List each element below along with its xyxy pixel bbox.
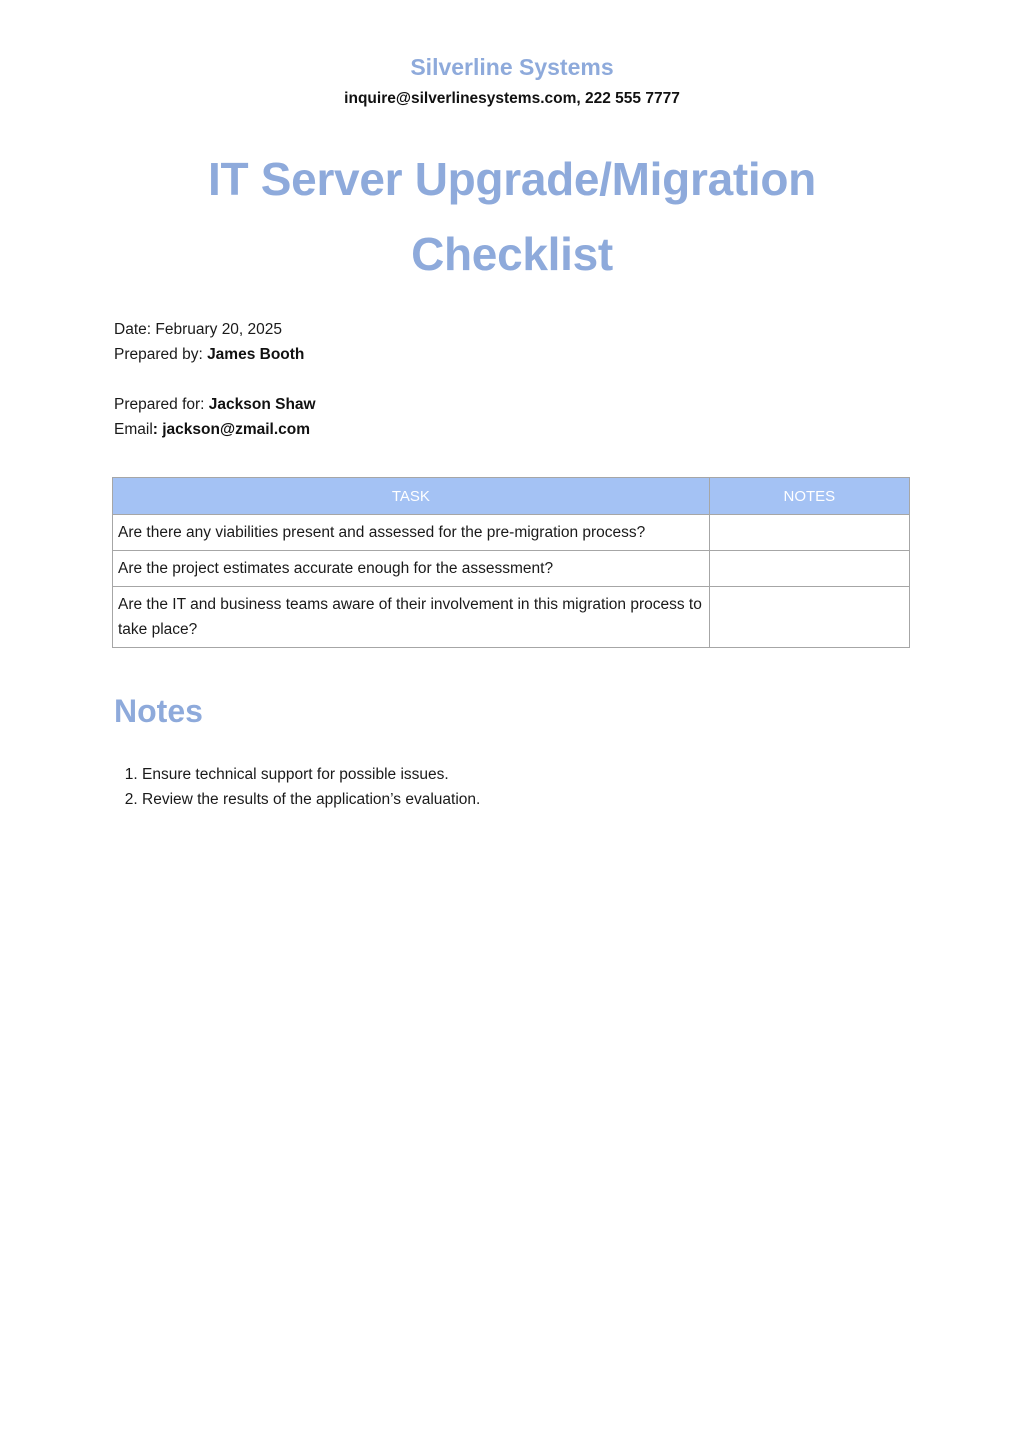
document-title: IT Server Upgrade/Migration Checklist <box>208 153 816 280</box>
company-name: Silverline Systems <box>410 54 614 80</box>
date-label: Date: <box>114 321 156 338</box>
company-contact: inquire@silverlinesystems.com, 222 555 7777 <box>344 90 680 107</box>
table-row <box>113 587 910 648</box>
column-header-notes: NOTES <box>709 478 909 515</box>
table-header-row <box>113 478 910 515</box>
notes-heading: Notes <box>114 693 203 729</box>
column-header-task: TASK <box>113 478 710 515</box>
notes-cell[interactable] <box>709 515 909 551</box>
prepared-by-value: James Booth <box>207 346 305 363</box>
notes-list <box>114 762 480 812</box>
notes-cell[interactable] <box>709 551 909 587</box>
meta-prepared-for <box>114 392 316 417</box>
prepared-for-label: Prepared for: <box>114 396 209 413</box>
table-row <box>113 515 910 551</box>
meta-prepared-by <box>114 342 304 367</box>
task-cell: Are the IT and business teams aware of their involvement in this migration process to take place? <box>113 587 710 648</box>
checklist-table <box>112 477 910 648</box>
email-value: : jackson@zmail.com <box>152 421 311 438</box>
notes-cell[interactable] <box>709 587 909 648</box>
task-cell: Are the project estimates accurate enough for the assessment? <box>113 551 710 587</box>
task-cell: Are there any viabilities present and assessed for the pre-migration process? <box>113 515 710 551</box>
meta-email <box>114 417 310 442</box>
list-item: 1. Ensure technical support for possible issues. <box>142 762 480 787</box>
prepared-for-value: Jackson Shaw <box>208 396 316 413</box>
date-value: February 20, 2025 <box>155 321 283 338</box>
meta-date <box>114 317 282 342</box>
email-label: Email <box>114 421 153 438</box>
list-item: 2. Review the results of the application’s evaluation. <box>142 787 480 812</box>
prepared-by-label: Prepared by: <box>114 346 208 363</box>
table-row <box>113 551 910 587</box>
